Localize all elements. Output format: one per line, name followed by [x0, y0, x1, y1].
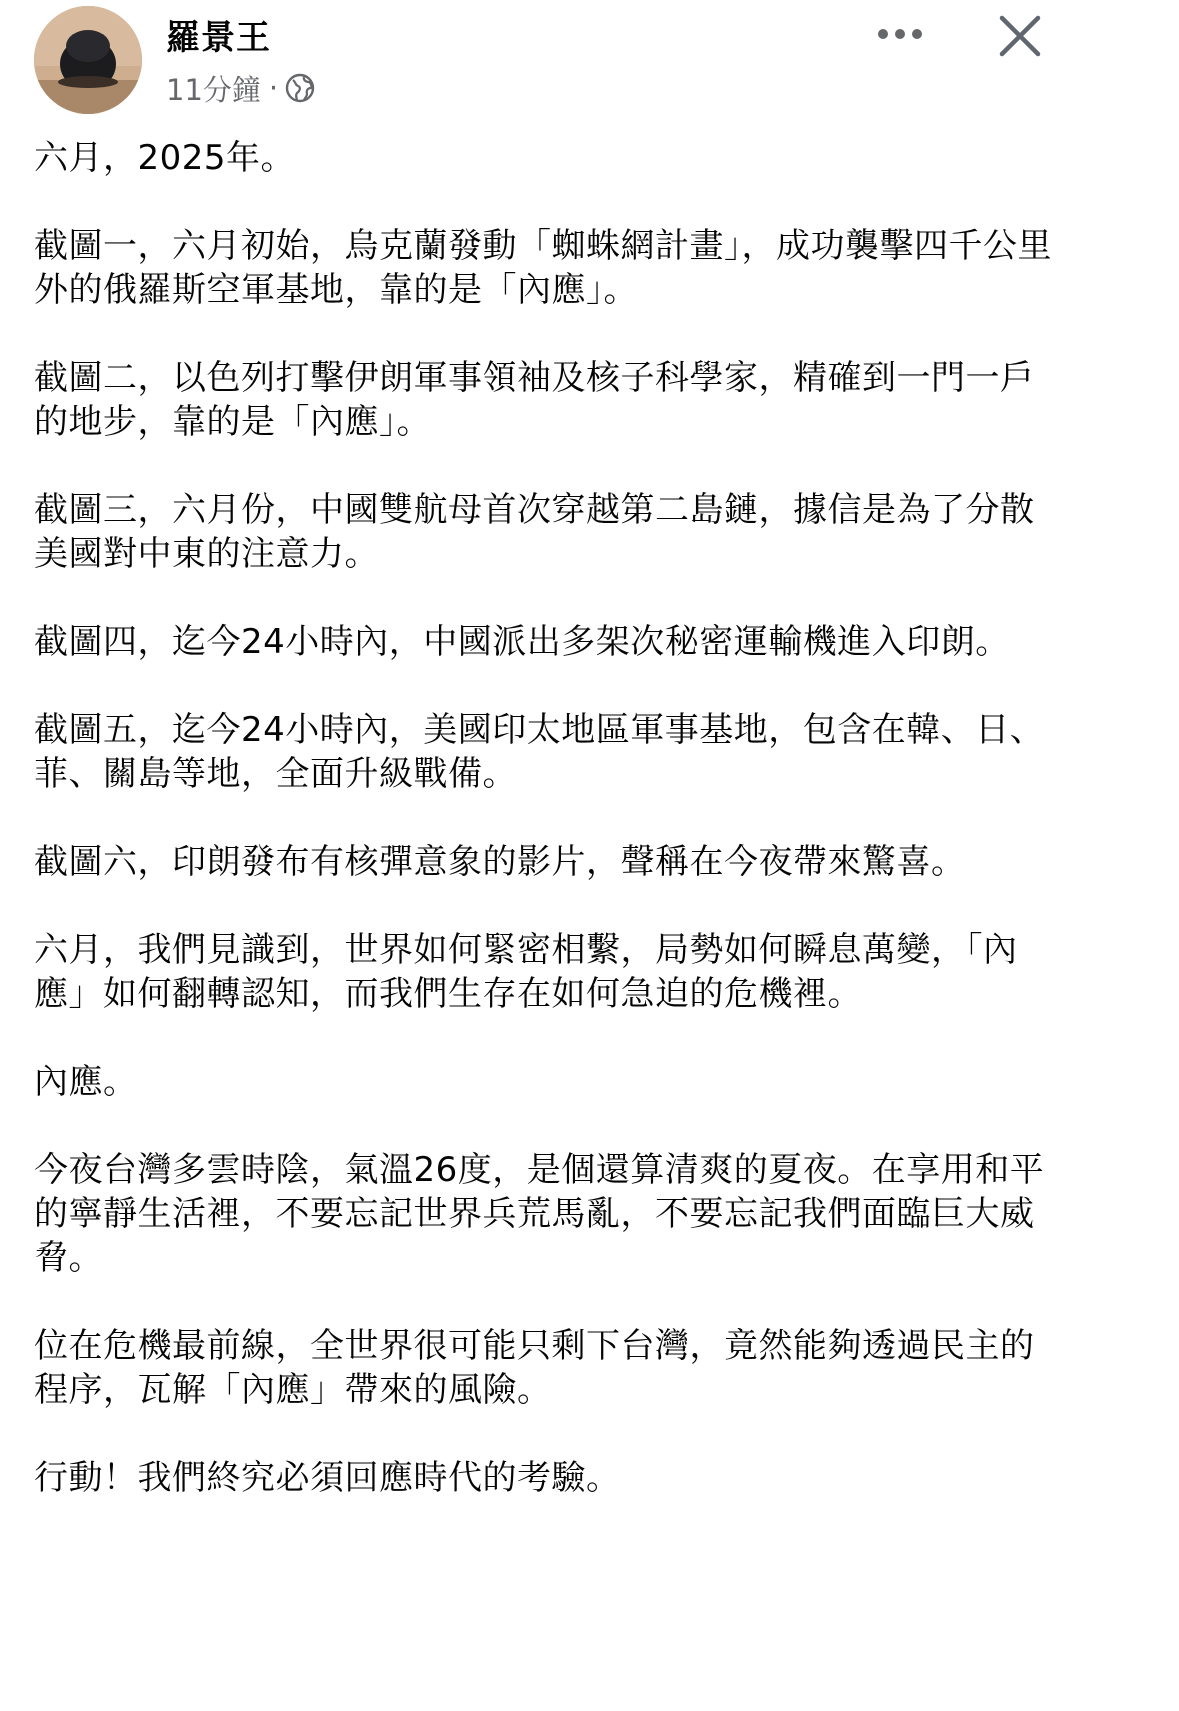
more-dots-icon — [876, 28, 924, 40]
close-icon — [998, 14, 1042, 58]
post-paragraph: 六月，我們見識到，世界如何緊密相繫，局勢如何瞬息萬變，「內應」如何翻轉認知，而我們生存在如何急迫的危機裡。 — [34, 930, 1018, 1014]
post-paragraph: 截圖三，六月份，中國雙航母首次穿越第二島鏈，據信是為了分散美國對中東的注意力。 — [34, 490, 1035, 574]
globe-icon[interactable] — [284, 72, 316, 104]
meta-separator: · — [268, 71, 279, 105]
post-paragraph: 位在危機最前線，全世界很可能只剩下台灣，竟然能夠透過民主的程序，瓦解「內應」帶來的風險。 — [34, 1326, 1035, 1410]
avatar[interactable] — [34, 6, 142, 114]
post-paragraph: 截圖六，印朗發布有核彈意象的影片，聲稱在今夜帶來驚喜。 — [34, 842, 966, 882]
post-paragraph: 行動！我們終究必須回應時代的考驗。 — [34, 1458, 621, 1498]
post-paragraph: 內應。 — [34, 1062, 138, 1102]
post-paragraph: 截圖二，以色列打擊伊朗軍事領袖及核子科學家，精確到一門一戶的地步，靠的是「內應」。 — [34, 358, 1035, 442]
post-paragraph: 截圖一，六月初始，烏克蘭發動「蜘蛛網計畫」，成功襲擊四千公里外的俄羅斯空軍基地，靠的是「內應」。 — [34, 226, 1052, 310]
post-body — [34, 136, 1054, 1544]
post-meta — [166, 66, 316, 110]
author-name[interactable]: 羅景王 — [166, 18, 271, 58]
post-paragraph: 截圖五，迄今24小時內，美國印太地區軍事基地，包含在韓、日、菲、關島等地，全面升級戰備。 — [34, 710, 1045, 794]
close-button[interactable] — [990, 6, 1050, 66]
post-header — [0, 0, 1179, 140]
post-paragraph: 今夜台灣多雲時陰，氣溫26度，是個還算清爽的夏夜。在享用和平的寧靜生活裡，不要忘記世界兵荒馬亂，不要忘記我們面臨巨大威脅。 — [34, 1150, 1045, 1278]
post-paragraph: 截圖四，迄今24小時內，中國派出多架次秘密運輸機進入印朗。 — [34, 622, 1010, 662]
avatar-image — [34, 6, 142, 114]
post-paragraph: 六月，2025年。 — [34, 138, 296, 178]
more-options-button[interactable] — [868, 14, 932, 54]
post-timestamp[interactable]: 11分鐘 — [166, 72, 261, 107]
